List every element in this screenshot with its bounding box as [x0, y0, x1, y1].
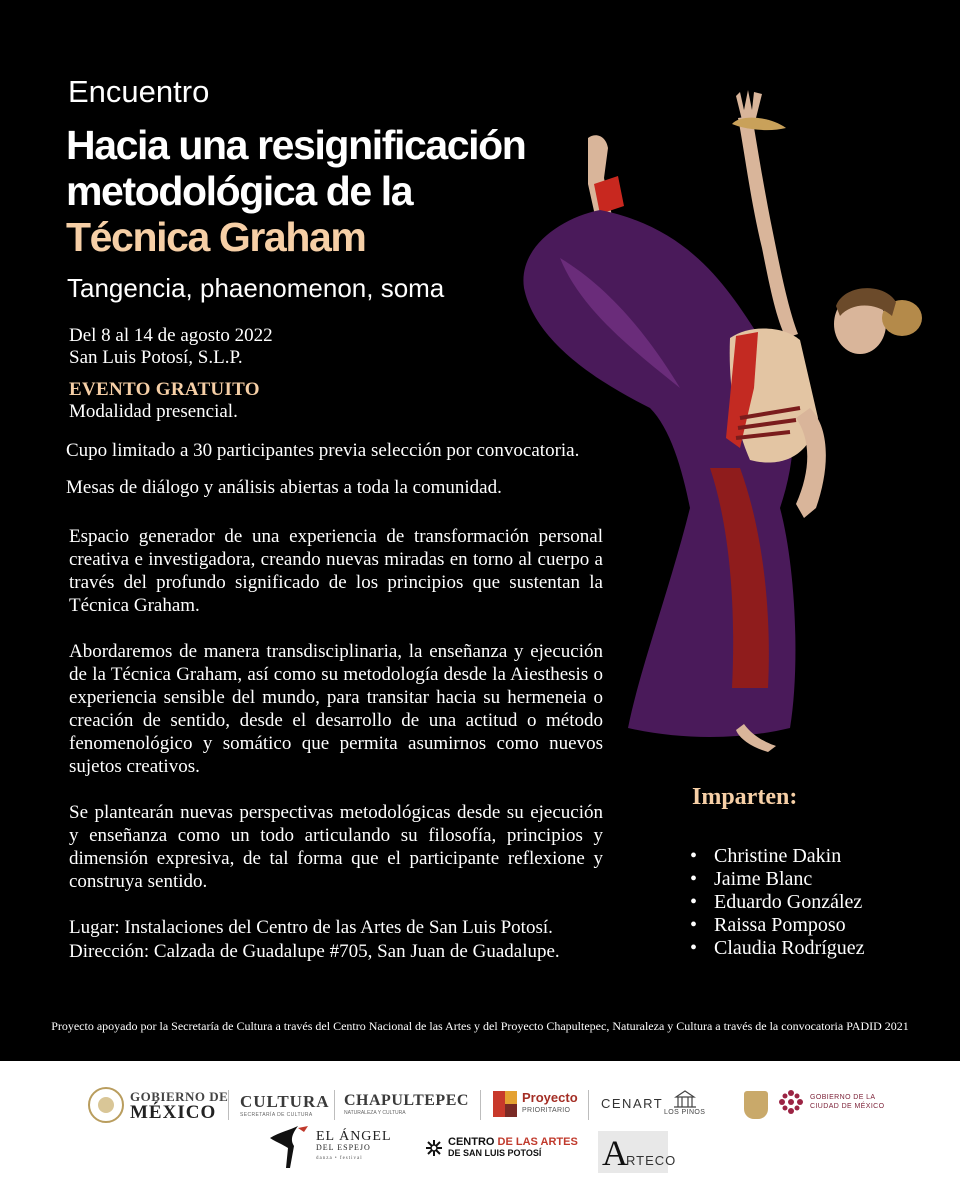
angel-logo-line-1: EL ÁNGEL	[316, 1128, 392, 1144]
support-note: Proyecto apoyado por la Secretaría de Cultura a través del Centro Nacional de las Artes y del Proyecto Chapultepec, Naturaleza y Cultura a través de la convocatoria PADID 2021	[51, 1019, 909, 1033]
title-line-1: Hacia una resignificación	[66, 122, 526, 168]
title-line-2: metodológica de la	[66, 168, 413, 214]
sun-burst-icon	[425, 1139, 443, 1157]
los-pinos-text: LOS PINOS	[664, 1109, 706, 1116]
cdmx-shield-icon	[744, 1091, 768, 1119]
logo-divider	[480, 1090, 481, 1120]
centro-logo-line-2: DE SAN LUIS POTOSÍ	[448, 1148, 542, 1158]
proyecto-logo-line-2: PRIORITARIO	[522, 1107, 571, 1114]
description-paragraph-3: Se plantearán nuevas perspectivas metodológicas desde su ejecución y enseñanza como un todo articulando su filosofía, principios y dimensión expresiva, de tal forma que el participante reflexione y construya sentido.	[69, 802, 603, 892]
title-accent: Técnica Graham	[66, 214, 366, 260]
venue-address: Dirección: Calzada de Guadalupe #705, San Juan de Guadalupe.	[69, 941, 560, 962]
dancer-hand	[736, 90, 762, 120]
dancer-photo	[500, 88, 940, 758]
cdmx-logo-line-1: GOBIERNO DE LA	[810, 1094, 876, 1101]
logo-divider	[588, 1090, 589, 1120]
instructor-item: • Eduardo González	[690, 891, 865, 914]
cdmx-logo	[778, 1089, 884, 1115]
logo-divider	[228, 1090, 229, 1120]
cultura-logo-text: CULTURA	[240, 1092, 330, 1111]
event-quota: Cupo limitado a 30 participantes previa selección por convocatoria.	[66, 440, 580, 461]
sponsor-logo-strip	[0, 1061, 960, 1200]
el-angel-del-espejo-logo	[268, 1124, 392, 1170]
instructor-item: • Jaime Blanc	[690, 868, 865, 891]
angel-logo-line-3: danza • festival	[316, 1155, 363, 1161]
angel-figure-icon	[268, 1124, 312, 1170]
event-city: San Luis Potosí, S.L.P.	[69, 347, 243, 368]
gobierno-logo-line-1: GOBIERNO DE	[130, 1089, 229, 1104]
proyecto-prioritario-logo	[493, 1091, 578, 1117]
logo-divider	[334, 1090, 335, 1120]
chapultepec-logo-subtext: NATURALEZA Y CULTURA	[344, 1110, 406, 1116]
instructor-item: • Christine Dakin	[690, 845, 865, 868]
chapultepec-logo	[344, 1092, 469, 1116]
cdmx-emblem-icon	[778, 1089, 804, 1115]
centro-logo-word: CENTRO	[448, 1136, 495, 1148]
instructors-list	[690, 845, 865, 960]
chapultepec-logo-text: CHAPULTEPEC	[344, 1092, 469, 1109]
venue-block	[69, 916, 560, 964]
venue-place: Lugar: Instalaciones del Centro de las Artes de San Luis Potosí.	[69, 917, 553, 938]
arteco-logo-initial: A	[602, 1133, 628, 1173]
proyecto-logo-line-1: Proyecto	[522, 1090, 578, 1105]
angel-logo-line-2: DEL ESPEJO	[316, 1142, 371, 1152]
los-pinos-building-icon	[672, 1089, 698, 1109]
gobierno-logo-line-2: MÉXICO	[130, 1102, 217, 1123]
event-subtitle: Tangencia, phaenomenon, soma	[67, 273, 445, 303]
cenart-logo: CENART	[601, 1096, 664, 1111]
dancer-raised-arm	[738, 116, 798, 338]
centro-logo-artes: DE LAS ARTES	[497, 1136, 578, 1148]
dancer-lower-arm	[796, 408, 826, 518]
event-kicker: Encuentro	[68, 74, 210, 109]
description-paragraph-2: Abordaremos de manera transdisciplinaria, la enseñanza y ejecución de la Técnica Graham, así como su metodología desde la Aiesthesis o experiencia sensible del mundo, para transitar hacia su hermeneia o creación de sentido, desde el desarrollo de una actitud o método fenomenológico y somático que permita asumirnos como nuevos sujetos creativos.	[69, 641, 603, 777]
event-dates: Del 8 al 14 de agosto 2022	[69, 325, 273, 346]
arteco-logo	[598, 1131, 677, 1173]
cultura-logo	[240, 1092, 330, 1118]
mexico-seal-icon	[88, 1087, 124, 1123]
event-mode: Modalidad presencial.	[69, 401, 238, 422]
cdmx-logo-line-2: CIUDAD DE MÉXICO	[810, 1103, 885, 1110]
centro-de-las-artes-logo	[425, 1137, 578, 1159]
instructors-heading: Imparten:	[692, 784, 798, 810]
instructor-item: • Claudia Rodríguez	[690, 937, 865, 960]
cultura-logo-subtext: SECRETARÍA DE CULTURA	[240, 1112, 313, 1118]
instructor-item: • Raissa Pomposo	[690, 914, 865, 937]
arteco-logo-text: RTECO	[626, 1153, 677, 1168]
free-event-label: EVENTO GRATUITO	[69, 379, 260, 400]
description-paragraph-1: Espacio generador de una experiencia de transformación personal creativa e investigadora, creando nuevas miradas en torno al cuerpo a través del profundo significado de los principios que sustentan la Técnica Graham.	[69, 526, 603, 616]
gobierno-de-mexico-logo	[88, 1087, 228, 1123]
proyecto-mark-icon	[493, 1091, 517, 1117]
los-pinos-logo	[664, 1089, 705, 1116]
event-tables: Mesas de diálogo y análisis abiertas a toda la comunidad.	[66, 477, 502, 498]
